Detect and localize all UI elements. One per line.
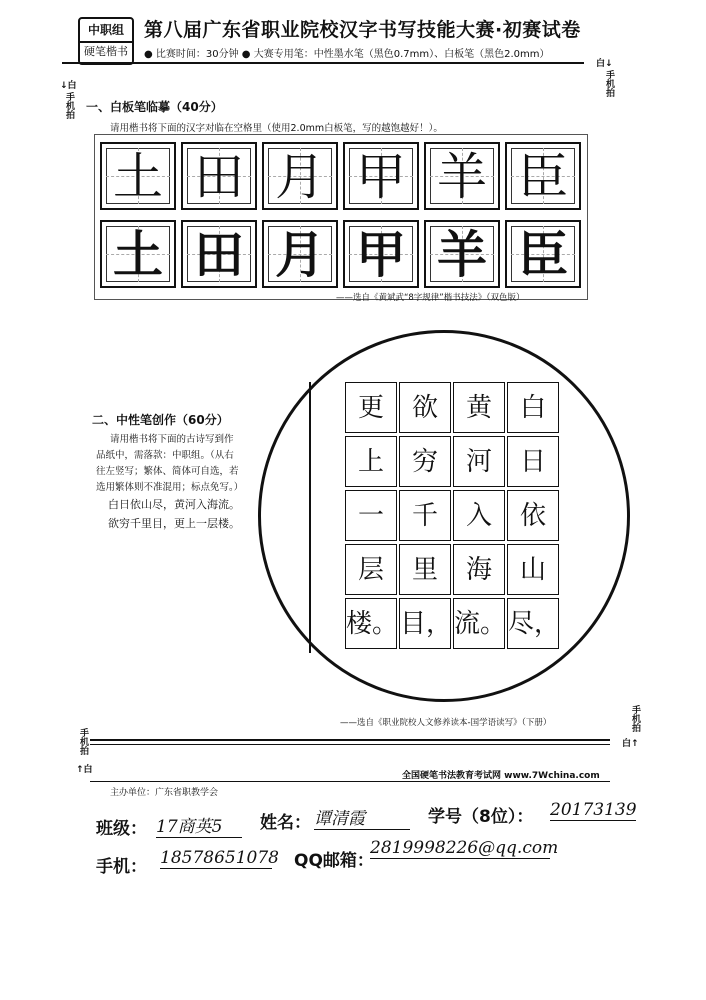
grid-cell (345, 544, 397, 595)
grid-char: 一 (357, 501, 384, 531)
practice-cell (505, 220, 581, 288)
section1-title: 一、白板笔临摹（40分） (86, 100, 223, 114)
grid-char: 里 (411, 555, 438, 585)
grid-cell (345, 490, 397, 541)
footer-rule-thin (90, 744, 610, 745)
model-cell (424, 142, 500, 210)
side-label-right-top: 手机拍 (604, 70, 614, 97)
section2-instruction-line: 品纸中，需落款：中职组。（从右 (96, 450, 234, 461)
section2-instruction-line: 请用楷书将下面的古诗写到作 (110, 434, 234, 445)
class-label: 班级： (96, 819, 147, 839)
grid-char: 海 (465, 555, 492, 585)
written-char: 臣 (518, 226, 568, 284)
grid-cell (345, 598, 397, 649)
page-title: 第八届广东省职业院校汉字书写技能大赛·初赛试卷 (144, 19, 581, 41)
header-rule (62, 62, 584, 64)
poem-line: 欲穷千里目，更上一层楼。 (108, 517, 240, 530)
footer-divider (90, 781, 610, 782)
grid-char: 流。 (454, 609, 507, 639)
model-char: 月 (275, 148, 325, 206)
grid-char: 穷 (411, 447, 438, 477)
section1-citation: ——选自《黄斌武“8字规律”楷书技法》（双色版） (336, 293, 525, 303)
badge-category: 硬笔楷书 (84, 45, 128, 58)
grid-cell (453, 490, 505, 541)
written-char: 甲 (356, 226, 406, 284)
page-subtitle: ● 比赛时间：30分钟 ● 大赛专用笔：中性墨水笔（黑色0.7mm）、白板笔（黑色2.0mm） (144, 49, 550, 60)
grid-cell (507, 544, 559, 595)
side-label-left-top: 手机拍 (64, 92, 74, 119)
grid-cell (399, 382, 451, 433)
model-char: 臣 (518, 148, 568, 206)
model-char: 田 (194, 148, 244, 206)
qq-email-value[interactable]: 2819998226@qq.com (370, 838, 559, 858)
grid-char: 入 (465, 501, 492, 531)
grid-char: 日 (519, 447, 546, 477)
footer-rule (90, 739, 610, 741)
grid-char: 千 (411, 501, 438, 531)
grid-cell (345, 436, 397, 487)
student-id-value[interactable]: 20173139 (550, 800, 637, 820)
qq-email-label: QQ邮箱： (294, 851, 374, 871)
corner-mark-right-top: 白↓ (596, 59, 613, 69)
written-char: 土 (113, 226, 163, 284)
grid-char: 上 (357, 447, 384, 477)
section2-instruction-line: 往左竖写；繁体、简体可自选，若 (96, 466, 239, 477)
model-char: 土 (113, 148, 163, 206)
grid-char: 山 (519, 555, 546, 585)
practice-cell (343, 220, 419, 288)
grid-char: 白 (519, 393, 546, 423)
grid-cell (453, 544, 505, 595)
grid-char: 黄 (465, 393, 492, 423)
written-char: 月 (275, 226, 325, 284)
group-badge (78, 17, 134, 65)
grid-char: 欲 (411, 393, 438, 423)
grid-char: 目， (400, 609, 453, 639)
grid-char: 河 (465, 447, 492, 477)
model-cell (181, 142, 257, 210)
grid-cell (399, 598, 451, 649)
poem-grid (309, 382, 559, 653)
written-char: 羊 (437, 226, 487, 284)
grid-cell (507, 436, 559, 487)
model-cell (505, 142, 581, 210)
section2-instruction-line: 选用繁体则不准混用；标点免写。） (96, 482, 244, 493)
phone-label: 手机： (96, 857, 147, 877)
grid-cell (345, 382, 397, 433)
side-label-right-bottom: 手机拍 (630, 705, 640, 732)
practice-cell (100, 220, 176, 288)
class-value[interactable]: 17商英5 (156, 812, 242, 838)
grid-char: 依 (519, 501, 546, 531)
practice-cell (181, 220, 257, 288)
grid-cell (399, 544, 451, 595)
organizer-text: 主办单位：广东省职教学会 (110, 788, 219, 798)
grid-cell (399, 490, 451, 541)
poem-line: 白日依山尽，黄河入海流。 (108, 498, 240, 511)
grid-cell (507, 598, 559, 649)
corner-mark-left-bottom: ↑白 (76, 765, 93, 775)
grid-cell (507, 490, 559, 541)
grid-char: 更 (357, 393, 384, 423)
corner-mark-right-bottom: 白↑ (622, 739, 639, 749)
grid-char: 尽， (508, 609, 561, 639)
grid-char: 层 (357, 555, 384, 585)
section2-title: 二、中性笔创作（60分） (92, 413, 229, 427)
website-text: 全国硬笔书法教育考试网 www.7Wchina.com (402, 771, 600, 781)
phone-value[interactable]: 18578651078 (160, 848, 279, 868)
grid-char: 楼。 (346, 609, 399, 639)
practice-cell (262, 220, 338, 288)
grid-cell (453, 382, 505, 433)
written-char: 田 (194, 226, 244, 284)
corner-mark-left-top: ↓白 (60, 81, 77, 91)
badge-group: 中职组 (80, 19, 132, 43)
name-value[interactable]: 谭清霞 (314, 804, 410, 830)
grid-cell (453, 598, 505, 649)
practice-cell (424, 220, 500, 288)
student-id-label: 学号（8位）： (428, 807, 534, 827)
model-char: 羊 (437, 148, 487, 206)
model-char: 甲 (356, 148, 406, 206)
model-cell (343, 142, 419, 210)
grid-cell (399, 436, 451, 487)
model-cell (100, 142, 176, 210)
name-label: 姓名： (260, 813, 311, 833)
side-label-left-bottom: 手机拍 (78, 728, 88, 755)
model-cell (262, 142, 338, 210)
section1-instruction: 请用楷书将下面的汉字对临在空格里（使用2.0mm白板笔，写的越饱越好！）。 (110, 123, 443, 134)
section2-citation: ——选自《职业院校人文修养读本-国学语读写》（下册） (340, 718, 552, 728)
grid-cell (453, 436, 505, 487)
grid-cell (507, 382, 559, 433)
